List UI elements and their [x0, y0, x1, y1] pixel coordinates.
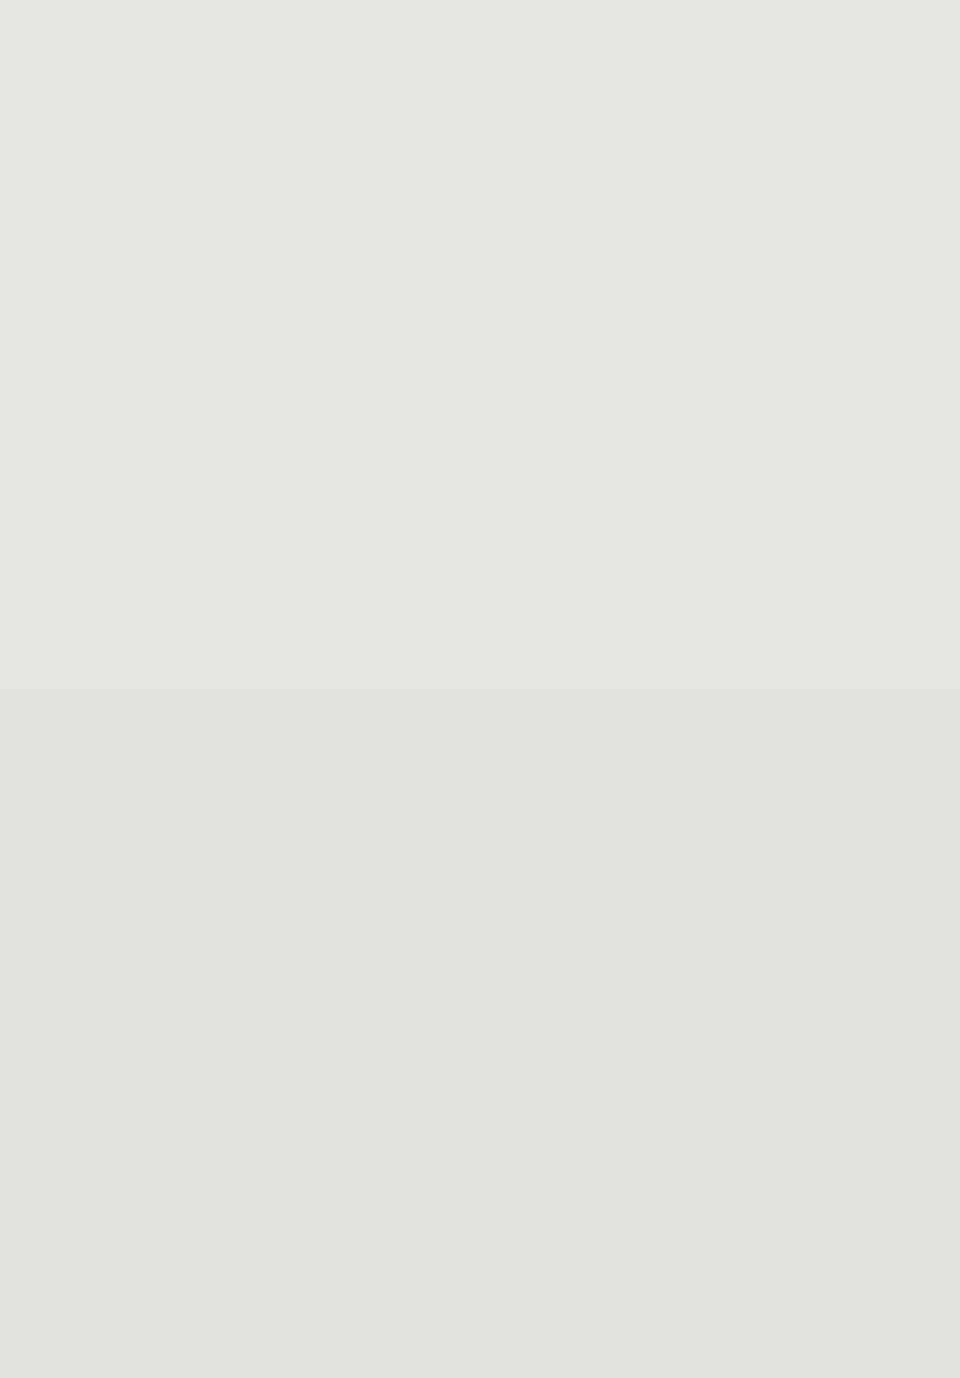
page-77 — [0, 689, 960, 1378]
